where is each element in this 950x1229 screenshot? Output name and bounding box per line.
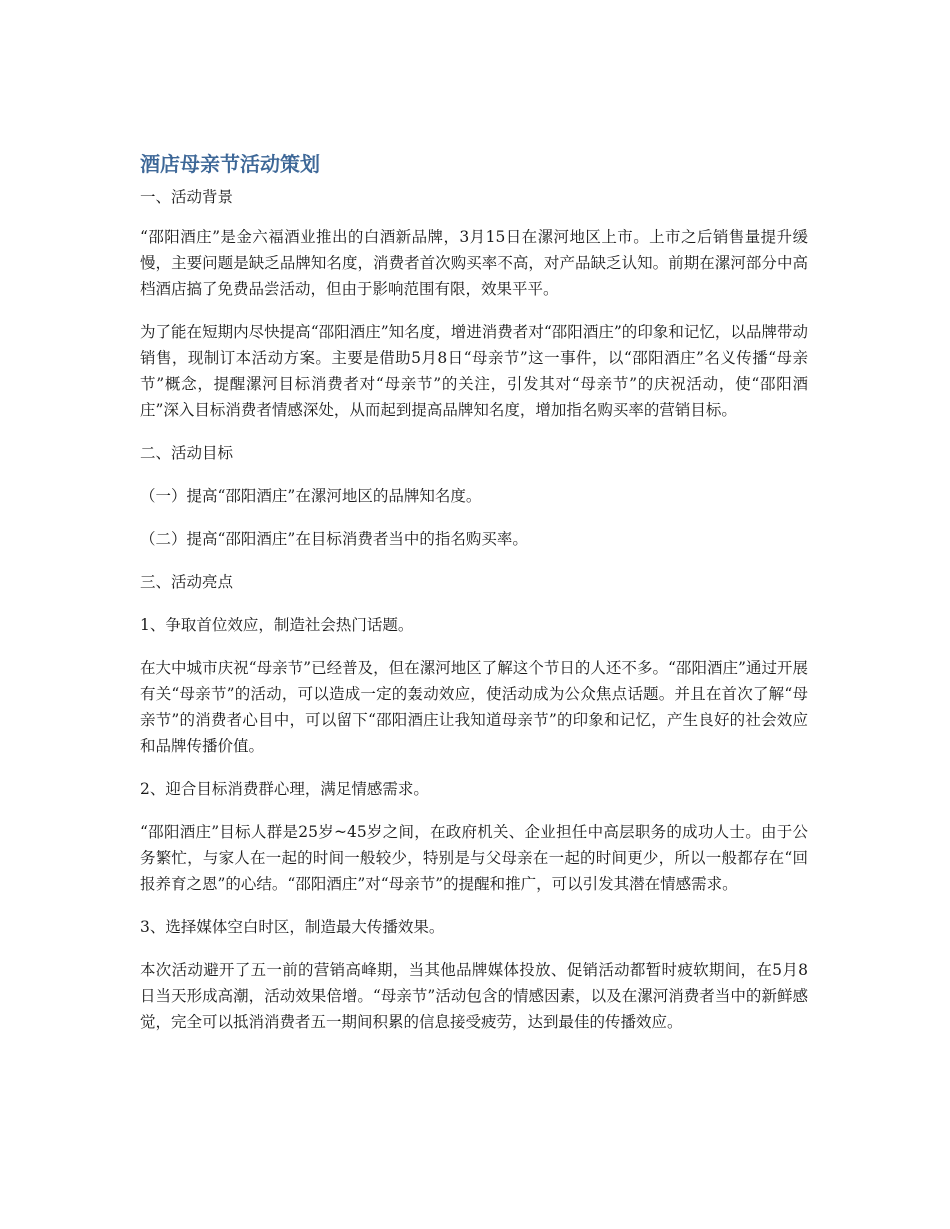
document-title: 酒店母亲节活动策划	[140, 152, 320, 176]
section-heading-goals: 二、活动目标	[140, 444, 234, 462]
highlight-paragraph-1: 在大中城市庆祝“母亲节”已经普及，但在漯河地区了解这个节日的人还不多。“邵阳酒庄”通过开展有关“母亲节”的活动，可以造成一定的轰动效应，使活动成为公众焦点话题。并且在首次了解“母亲节”的消费者心目中，可以留下“邵阳酒庄让我知道母亲节”的印象和记忆，产生良好的社会效应和品牌传播价值。	[140, 659, 808, 755]
section-heading-highlights: 三、活动亮点	[140, 573, 234, 591]
highlight-heading-3: 3、选择媒体空白时区，制造最大传播效果。	[140, 918, 445, 936]
goal-item-1: （一）提高“邵阳酒庄”在漯河地区的品牌知名度。	[140, 487, 482, 505]
goal-item-2: （二）提高“邵阳酒庄”在目标消费者当中的指名购买率。	[140, 530, 528, 548]
paragraph-background-2: 为了能在短期内尽快提高“邵阳酒庄”知名度，增进消费者对“邵阳酒庄”的印象和记忆，以品牌带动销售，现制订本活动方案。主要是借助5月8日“母亲节”这一事件，以“邵阳酒庄”名义传播“母亲节”概念，提醒漯河目标消费者对“母亲节”的关注，引发其对“母亲节”的庆祝活动，使“邵阳酒庄”深入目标消费者情感深处，从而起到提高品牌知名度，增加指名购买率的营销目标。	[140, 323, 808, 419]
section-heading-background: 一、活动背景	[140, 188, 234, 206]
highlight-heading-2: 2、迎合目标消费群心理，满足情感需求。	[140, 780, 429, 798]
highlight-heading-1: 1、争取首位效应，制造社会热门话题。	[140, 616, 414, 634]
highlight-paragraph-2: “邵阳酒庄”目标人群是25岁~45岁之间，在政府机关、企业担任中高层职务的成功人士。由于公务繁忙，与家人在一起的时间一般较少，特别是与父母亲在一起的时间更少，所以一般都存在“回报养育之恩”的心结。“邵阳酒庄”对“母亲节”的提醒和推广，可以引发其潜在情感需求。	[140, 823, 808, 893]
highlight-paragraph-3: 本次活动避开了五一前的营销高峰期，当其他品牌媒体投放、促销活动都暂时疲软期间，在5月8日当天形成高潮，活动效果倍增。“母亲节”活动包含的情感因素，以及在漯河消费者当中的新鲜感觉，完全可以抵消消费者五一期间积累的信息接受疲劳，达到最佳的传播效应。	[140, 961, 808, 1031]
paragraph-background-1: “邵阳酒庄”是金六福酒业推出的白酒新品牌，3月15日在漯河地区上市。上市之后销售量提升缓慢，主要问题是缺乏品牌知名度，消费者首次购买率不高，对产品缺乏认知。前期在漯河部分中高档酒店搞了免费品尝活动，但由于影响范围有限，效果平平。	[140, 228, 808, 298]
document-page	[140, 150, 808, 1052]
